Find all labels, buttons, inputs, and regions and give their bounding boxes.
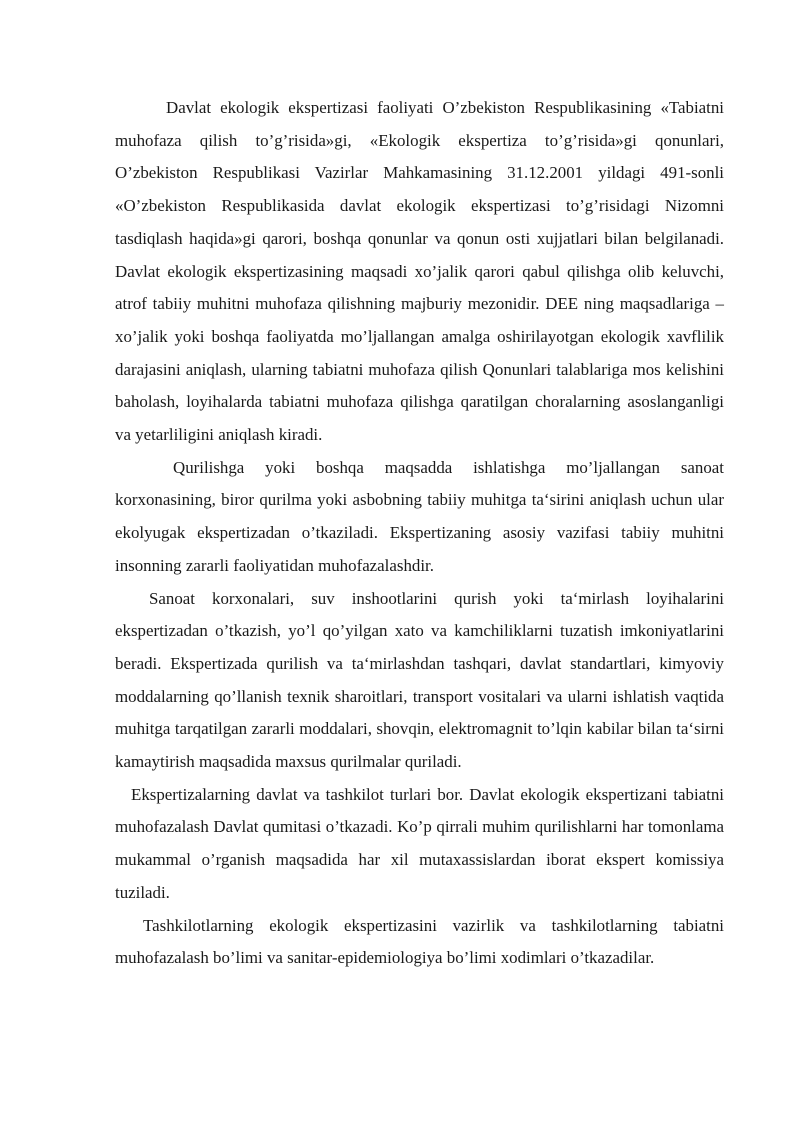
paragraph-project-expertise: Sanoat korxonalari, suv inshootlarini qurish yoki ta‘mirlash loyihalarini ekspertizadan o’tkazish, yo’l qo’yilgan xato va kamchiliklarni tuzatish imkoniyatlarini beradi. Ekspertizada qurilish va ta‘mirlashdan tashqari, davlat standartlari, kimyoviy moddalarning qo’llanish texnik sharoitlari, transport vositalari va ularni ishlatish vaqtida muhitga tarqatilgan zararli moddalari, shovqin, elektromagnit to’lqin kabilar bilan ta‘sirni kamaytirish maqsadida maxsus qurilmalar quriladi. [115,588,724,772]
document-page [115,92,724,975]
paragraph-organization-expertise: Tashkilotlarning ekologik ekspertizasini vazirlik va tashkilotlarning tabiatni muhofazalash bo’limi va sanitar-epidemiologiya bo’limi xodimlari o’tkazadilar. [115,915,724,968]
paragraph-expertise-types: Ekspertizalarning davlat va tashkilot turlari bor. Davlat ekologik ekspertizani tabiatni muhofazalash Davlat qumitasi o’tkazadi. Ko’p qirrali muhim qurilishlarni har tomonlama mukammal o’rganish maqsadida har xil mutaxassislardan iborat ekspert komissiya tuziladi. [115,784,724,902]
paragraph-legal-basis: Davlat ekologik ekspertizasi faoliyati O’zbekiston Respublikasining «Tabiatni muhofaza qilish to’g’risida»gi, «Ekologik ekspertiza to’g’risida»gi qonunlari, O’zbekiston Respublikasi Vazirlar Mahkamasining 31.12.2001 yildagi 491-sonli «O’zbekiston Respublikasida davlat ekologik ekspertizasi to’g’risidagi Nizomni tasdiqlash haqida»gi qarori, boshqa qonunlar va qonun osti xujjatlari bilan belgilanadi. Davlat ekologik ekspertizasining maqsadi xo’jalik qarori qabul qilishga olib keluvchi, atrof tabiiy muhitni muhofaza qilishning majburiy mezonidir. DEE ning maqsadlariga – xo’jalik yoki boshqa faoliyatda mo’ljallangan amalga oshirilayotgan ekologik xavflilik darajasini aniqlash, ularning tabiatni muhofaza qilish Qonunlari talablariga mos kelishini baholash, loyihalarda tabiatni muhofaza qilishga qaratilgan choralarning asoslanganligi va yetarliligini aniqlash kiradi. [115,98,724,445]
paragraph-enterprise-impact: Qurilishga yoki boshqa maqsadda ishlatishga mo’ljallangan sanoat korxonasining, biror qurilma yoki asbobning tabiiy muhitga ta‘sirini aniqlash uchun ular ekolyugak ekspertizadan o’tkaziladi. Ekspertizaning asosiy vazifasi tabiiy muhitni insonning zararli faoliyatidan muhofazalashdir. [115,457,724,575]
